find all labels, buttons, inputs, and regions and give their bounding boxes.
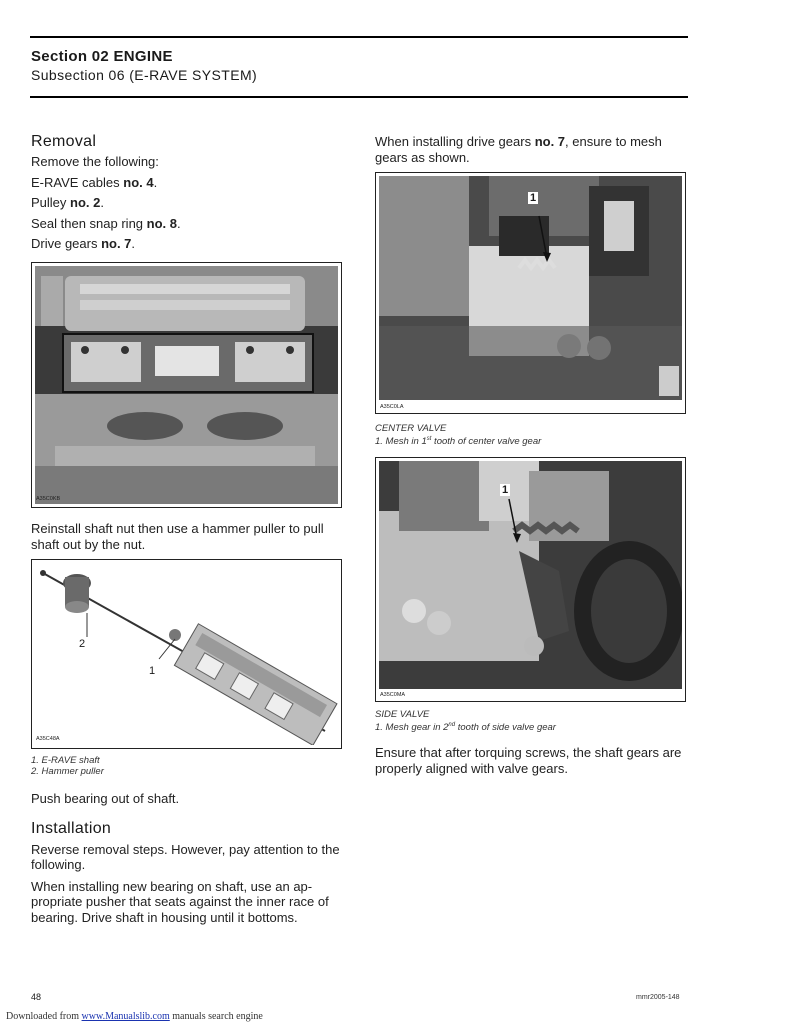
callout-2: 2 (79, 638, 86, 650)
removal-step-3: Seal then snap ring no. 8. (31, 215, 181, 231)
figure-code: A35C48A (36, 736, 60, 742)
removal-step-1: E-RAVE cables no. 4. (31, 174, 158, 190)
removal-step-4: Drive gears no. 7. (31, 236, 136, 251)
shaft-diagram-figure (31, 559, 342, 749)
side-valve-figure (375, 457, 686, 702)
reinstall-text: Reinstall shaft nut then use a hammer puller to pull shaft out by the nut. (31, 521, 324, 552)
shaft-diagram (35, 563, 338, 745)
legend-item-1: 1. E-RAVE shaft (31, 755, 100, 766)
alignment-block (375, 745, 690, 776)
removal-heading: Removal (31, 133, 97, 150)
installation-block (31, 791, 346, 925)
engine-photo (35, 266, 338, 504)
side-valve-photo (379, 461, 682, 689)
callout-1: 1 (502, 484, 509, 496)
push-text: Push bearing out of shaft. (31, 791, 180, 806)
download-notice: Downloaded from www.Manualslib.com manuals search engine (6, 1011, 263, 1022)
center-valve-figure (375, 172, 686, 414)
center-valve-photo (379, 176, 682, 400)
install-paragraph-2: When installing new bearing on shaft, use an ap-propriate pusher that seats against the inner race of bearing. Drive shaft in housing until it bottoms. (31, 878, 329, 925)
header-top-rule (30, 36, 688, 38)
page-number: 48 (31, 992, 42, 1002)
removal-step-2: Pulley no. 2. (31, 195, 104, 210)
manualslib-link[interactable]: www.Manualslib.com (81, 1011, 170, 1022)
reinstall-block (31, 521, 346, 552)
install-paragraph-1: Reverse removal steps. However, pay attention to the following. (31, 841, 340, 872)
removal-block (31, 132, 346, 252)
figure-code: A35C0MA (380, 692, 406, 698)
legend-item-2: 2. Hammer puller (31, 766, 104, 777)
side-valve-caption (375, 709, 690, 733)
center-valve-title: CENTER VALVE (375, 423, 447, 434)
subsection-title: Subsection 06 (E-RAVE SYSTEM) (31, 67, 258, 83)
alignment-text: Ensure that after torquing screws, the shaft gears are properly aligned with valve gears. (375, 745, 682, 776)
figure-code: A35C0KB (36, 496, 61, 502)
document-code: mmr2005-148 (636, 994, 680, 1001)
callout-1: 1 (530, 192, 537, 204)
center-valve-caption (375, 423, 690, 447)
side-valve-title: SIDE VALVE (375, 709, 430, 720)
engine-photo-figure (31, 262, 342, 508)
removal-intro: Remove the following: (31, 154, 159, 169)
figure-code: A35C0LA (380, 404, 404, 410)
header-bottom-rule (30, 96, 688, 98)
gear-intro-text: When installing drive gears no. 7, ensure to mesh gears as shown. (375, 134, 662, 165)
callout-1: 1 (149, 665, 156, 677)
installation-heading: Installation (31, 819, 112, 837)
gear-intro (375, 134, 690, 165)
side-valve-legend: 1. Mesh gear in 2nd tooth of side valve gear (375, 722, 556, 734)
section-title: Section 02 ENGINE (31, 48, 173, 65)
center-valve-legend: 1. Mesh in 1st tooth of center valve gear (375, 436, 542, 448)
shaft-legend (31, 755, 346, 777)
